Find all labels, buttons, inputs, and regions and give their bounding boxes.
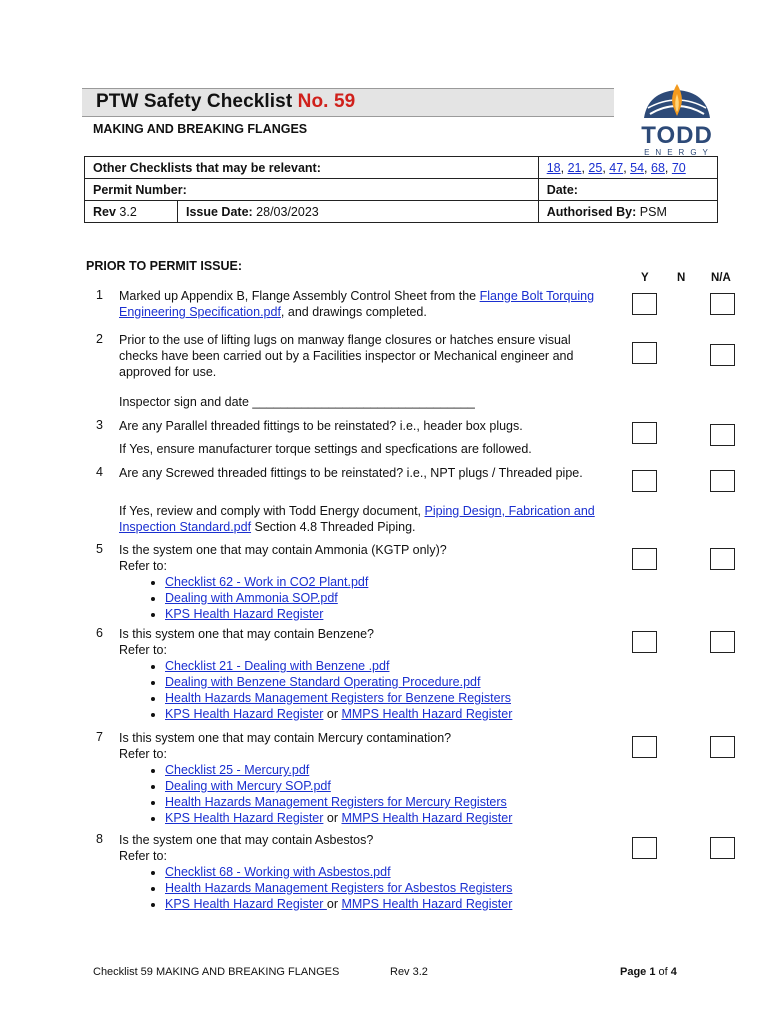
item-1-text: Marked up Appendix B, Flange Assembly Control Sheet from the Flange Bolt Torquing Engineering Specification.pdf, and drawings completed. <box>119 289 595 319</box>
checklist-link[interactable]: 68 <box>651 160 665 175</box>
todd-energy-logo <box>636 84 718 160</box>
checklist-link[interactable]: 54 <box>630 160 645 175</box>
item-number: 1 <box>96 288 103 302</box>
item-number: 4 <box>96 465 103 479</box>
footer-doc-title: Checklist 59 MAKING AND BREAKING FLANGES <box>93 966 340 978</box>
list-item <box>165 690 512 706</box>
item-5-block <box>119 542 447 622</box>
reference-link[interactable]: Dealing with Ammonia SOP.pdf <box>165 591 338 605</box>
list-item: • KPS Health Hazard Register or MMPS Health Hazard Register <box>165 896 512 912</box>
column-na: N/A <box>711 272 731 284</box>
item-5-question: Is the system one that may contain Ammonia (KGTP only)? <box>119 543 447 557</box>
item-number: 6 <box>96 626 103 640</box>
piping-design-standard-link[interactable]: Piping Design, Fabrication and Inspection Standard.pdf <box>119 504 595 534</box>
section-heading: PRIOR TO PERMIT ISSUE: <box>86 259 243 273</box>
reference-link[interactable]: Health Hazards Management Registers for Mercury Registers <box>165 795 507 809</box>
item-7-block <box>119 730 512 826</box>
list-item <box>165 606 447 622</box>
reference-link[interactable]: Checklist 68 - Working with Asbestos.pdf <box>165 865 391 879</box>
reference-link[interactable]: Checklist 21 - Dealing with Benzene .pdf <box>165 659 390 673</box>
item-1-checkbox-na[interactable] <box>710 293 735 315</box>
list-item <box>165 880 512 896</box>
item-2-checkbox-y[interactable] <box>632 342 657 364</box>
item-8-checkbox-y[interactable] <box>632 837 657 859</box>
item-6-checkbox-na[interactable] <box>710 631 735 653</box>
kps-register-link[interactable]: KPS Health Hazard Register <box>165 707 324 721</box>
info-table <box>84 156 718 223</box>
column-yes: Y <box>641 272 649 284</box>
reference-link[interactable]: Health Hazards Management Registers for Asbestos Registers <box>165 881 513 895</box>
item-4-note: If Yes, review and comply with Todd Energy document, Piping Design, Fabrication and Inspection Standard.pdf Section 4.8 Threaded Piping. <box>119 504 595 534</box>
kps-register-link[interactable]: KPS Health Hazard Register <box>165 897 327 911</box>
list-item <box>165 674 512 690</box>
mmps-register-link[interactable]: MMPS Health Hazard Register <box>341 897 513 911</box>
item-4-text: Are any Screwed threaded fittings to be reinstated? i.e., NPT plugs / Threaded pipe. <box>119 466 583 480</box>
reference-list <box>119 574 447 622</box>
list-item: • KPS Health Hazard Register or MMPS Health Hazard Register <box>165 810 512 826</box>
list-item <box>165 658 512 674</box>
item-8-checkbox-na[interactable] <box>710 837 735 859</box>
refer-to-label: Refer to: <box>119 559 167 573</box>
list-item <box>165 794 512 810</box>
refer-to-label: Refer to: <box>119 643 167 657</box>
reference-link[interactable]: Dealing with Benzene Standard Operating Procedure.pdf <box>165 675 481 689</box>
list-item <box>165 778 512 794</box>
logo-subtext: ENERGY <box>644 148 714 157</box>
item-8-block <box>119 832 512 912</box>
checklist-link[interactable]: 18 <box>546 160 561 175</box>
checklist-link[interactable]: 25 <box>588 160 603 175</box>
issue-date-cell: Issue Date: 28/03/2023 <box>178 201 539 223</box>
list-item <box>165 864 512 880</box>
other-checklists-links: 18, 21, 25, 47, 54, 68, 70 <box>538 157 717 179</box>
footer-page-number: Page 1 of 4 <box>620 966 677 978</box>
item-8-question: Is the system one that may contain Asbestos? <box>119 833 374 847</box>
reference-list <box>119 762 512 826</box>
item-3-text: Are any Parallel threaded fittings to be reinstated? i.e., header box plugs. <box>119 419 523 433</box>
refer-to-label: Refer to: <box>119 747 167 761</box>
list-item <box>165 574 447 590</box>
reference-link[interactable]: Dealing with Mercury SOP.pdf <box>165 779 331 793</box>
page-title: PTW Safety Checklist No. 59 <box>96 91 356 112</box>
item-1-checkbox-y[interactable] <box>632 293 657 315</box>
item-number: 3 <box>96 418 103 432</box>
item-6-question: Is this system one that may contain Benzene? <box>119 627 374 641</box>
other-checklists-label: Other Checklists that may be relevant: <box>85 157 539 179</box>
footer-revision: Rev 3.2 <box>390 966 428 978</box>
authorised-by-cell: Authorised By: PSM <box>538 201 717 223</box>
item-7-question: Is this system one that may contain Mercury contamination? <box>119 731 452 745</box>
item-number: 5 <box>96 542 103 556</box>
reference-link[interactable]: Health Hazards Management Registers for Benzene Registers <box>165 691 512 705</box>
refer-to-label: Refer to: <box>119 849 167 863</box>
item-number: 2 <box>96 332 103 346</box>
flange-bolt-spec-link[interactable]: Flange Bolt Torquing Engineering Specification.pdf <box>119 289 595 319</box>
checklist-link[interactable]: 47 <box>609 160 624 175</box>
logo-wordmark: TODD <box>641 122 713 149</box>
checklist-link[interactable]: 21 <box>567 160 582 175</box>
list-item <box>165 762 512 778</box>
reference-link[interactable]: KPS Health Hazard Register <box>165 607 324 621</box>
item-3-checkbox-na[interactable] <box>710 424 735 446</box>
item-7-checkbox-y[interactable] <box>632 736 657 758</box>
item-4-checkbox-na[interactable] <box>710 470 735 492</box>
item-2-checkbox-na[interactable] <box>710 344 735 366</box>
inspector-sign-line: Inspector sign and date ________________________________ <box>119 395 475 409</box>
mmps-register-link[interactable]: MMPS Health Hazard Register <box>341 811 513 825</box>
mmps-register-link[interactable]: MMPS Health Hazard Register <box>341 707 513 721</box>
item-number: 7 <box>96 730 103 744</box>
kps-register-link[interactable]: KPS Health Hazard Register <box>165 811 324 825</box>
checklist-link[interactable]: 70 <box>671 160 686 175</box>
revision-cell: Rev 3.2 <box>85 201 178 223</box>
list-item <box>165 590 447 606</box>
item-7-checkbox-na[interactable] <box>710 736 735 758</box>
item-3-note: If Yes, ensure manufacturer torque settings and specfications are followed. <box>119 442 532 456</box>
reference-list <box>119 864 512 912</box>
reference-link[interactable]: Checklist 25 - Mercury.pdf <box>165 763 310 777</box>
item-5-checkbox-na[interactable] <box>710 548 735 570</box>
permit-number-label: Permit Number: <box>85 179 539 201</box>
item-3-checkbox-y[interactable] <box>632 422 657 444</box>
item-number: 8 <box>96 832 103 846</box>
item-6-block <box>119 626 512 722</box>
item-2-text: Prior to the use of lifting lugs on manway flange closures or hatches ensure visual checks have been carried out by a Facilities inspector or Mechanical engineer and approved for use. <box>119 333 574 379</box>
checklist-number: No. 59 <box>297 91 356 112</box>
column-no: N <box>677 272 686 284</box>
reference-list <box>119 658 512 722</box>
item-6-checkbox-y[interactable] <box>632 631 657 653</box>
page-subtitle: MAKING AND BREAKING FLANGES <box>93 122 308 136</box>
date-label: Date: <box>538 179 717 201</box>
item-5-checkbox-y[interactable] <box>632 548 657 570</box>
item-4-checkbox-y[interactable] <box>632 470 657 492</box>
reference-link[interactable]: Checklist 62 - Work in CO2 Plant.pdf <box>165 575 369 589</box>
list-item: • KPS Health Hazard Register or MMPS Health Hazard Register <box>165 706 512 722</box>
